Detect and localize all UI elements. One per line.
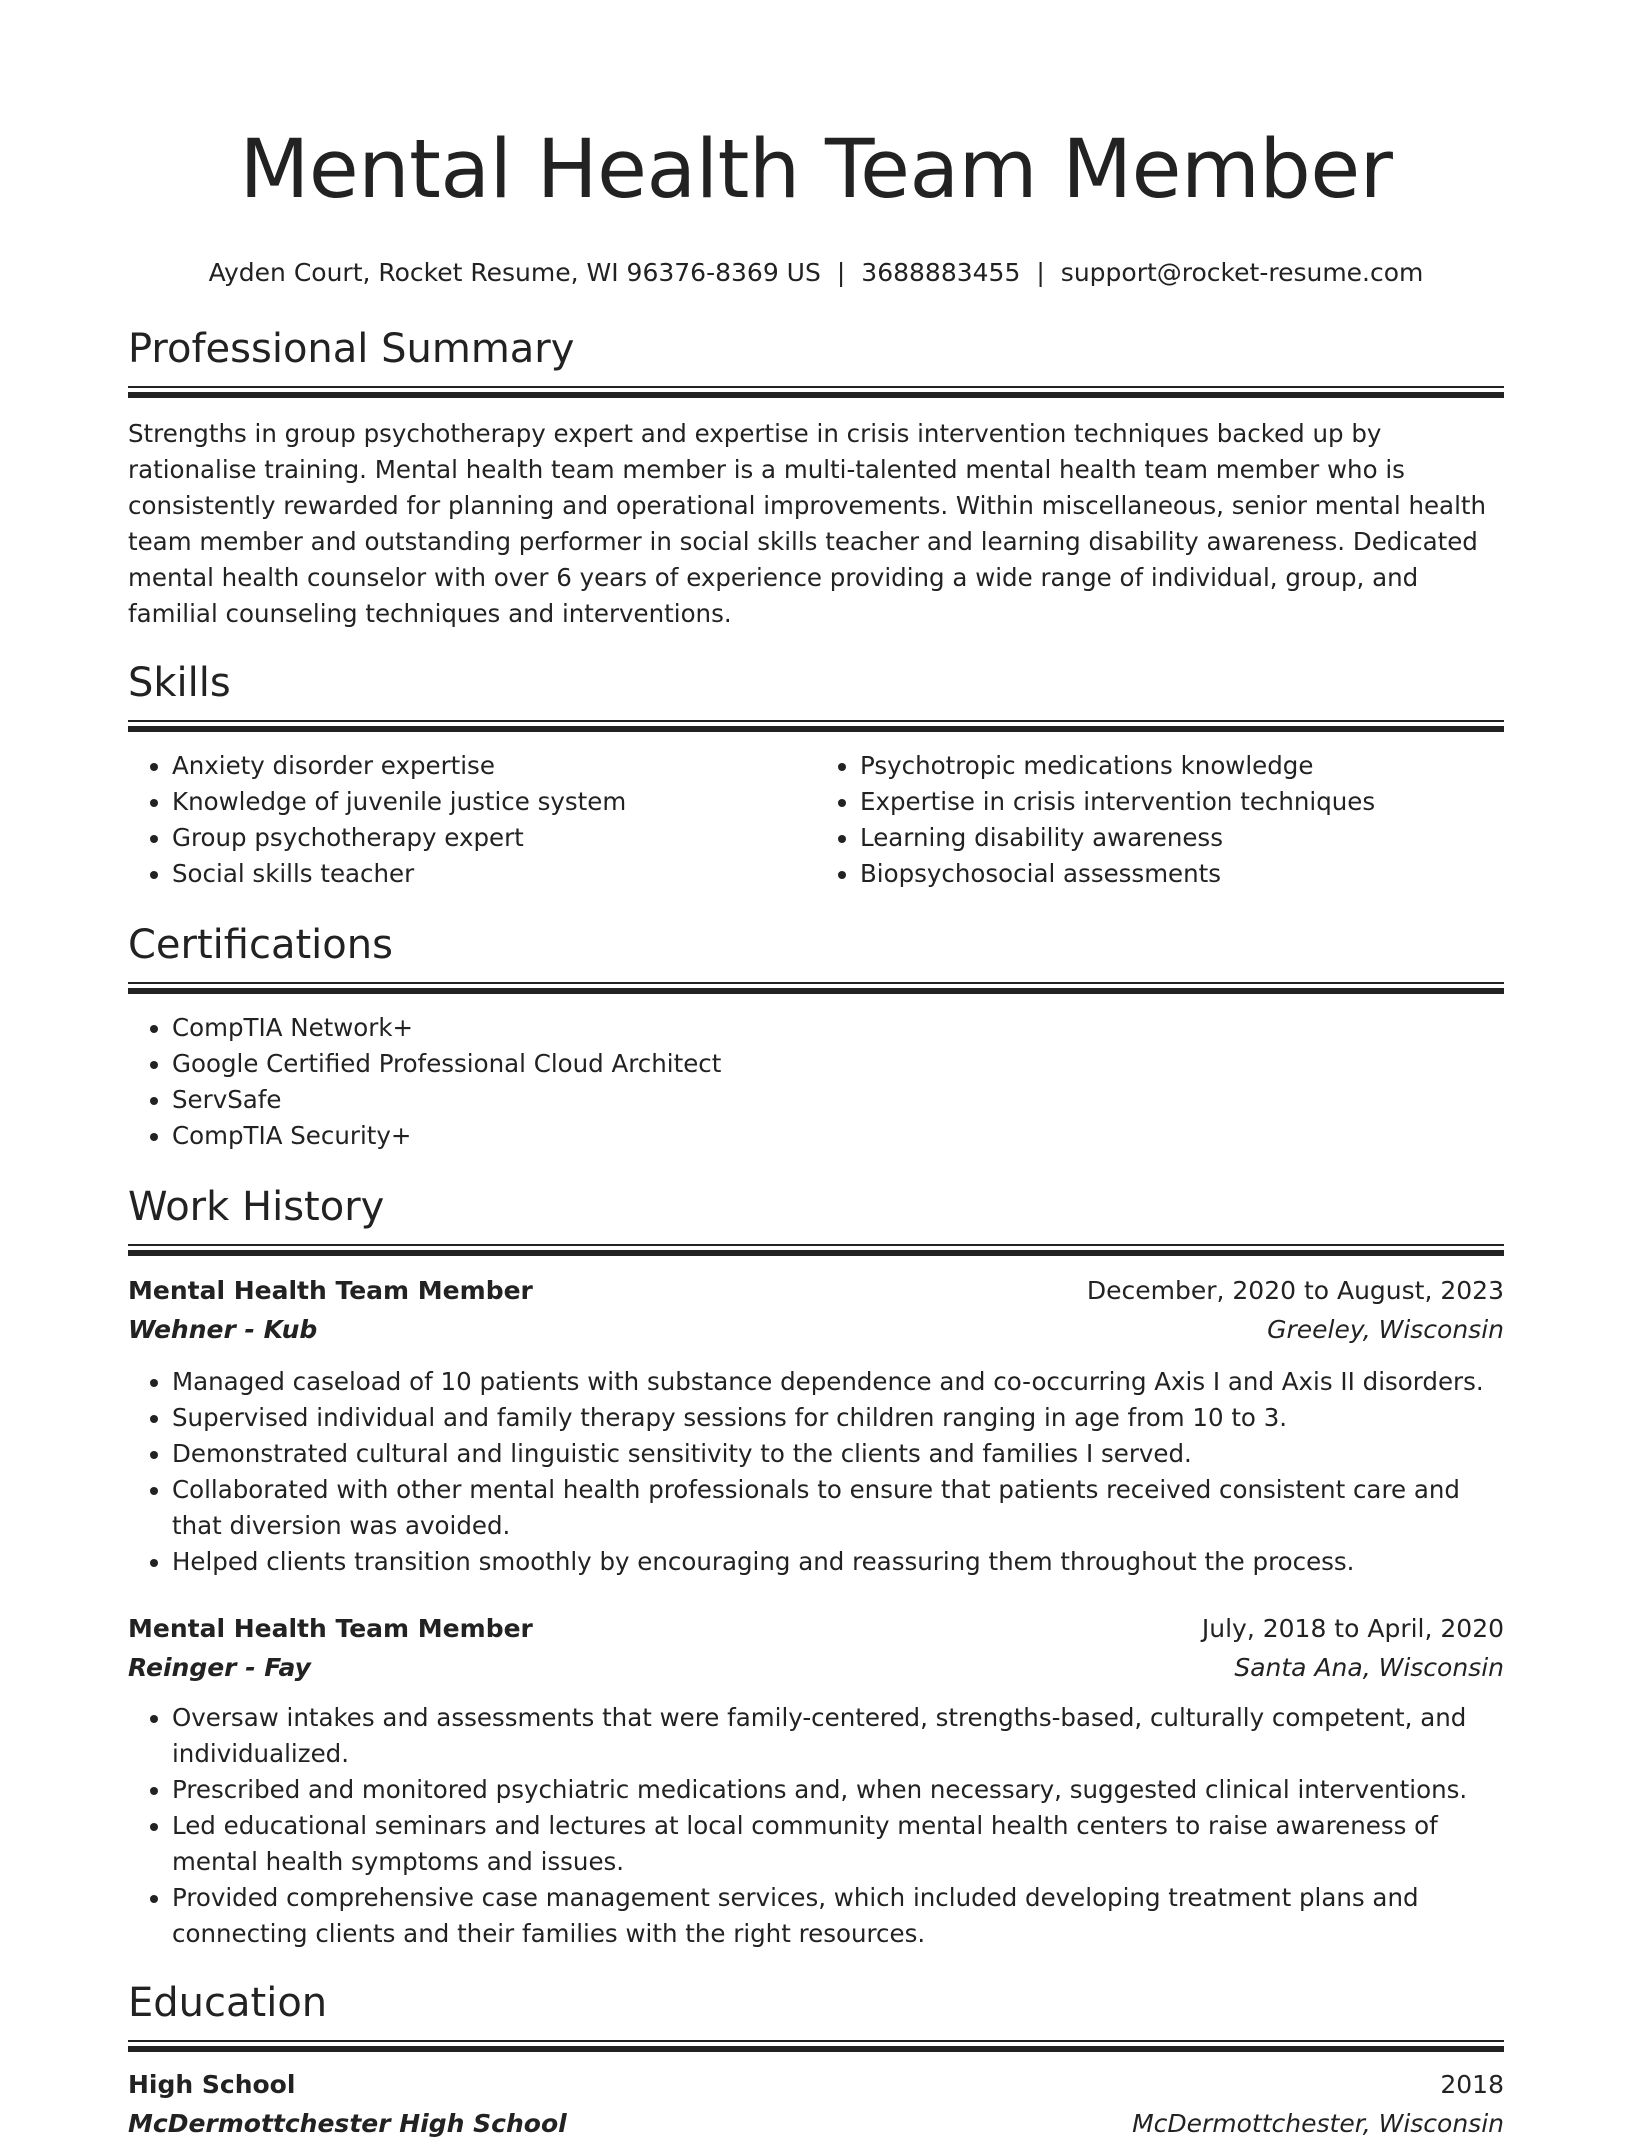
education-school: McDermottchester High School	[128, 2109, 567, 2138]
summary-text: Strengths in group psychotherapy expert and expertise in crisis intervention techniques backed up by rationalise training. Mental health team member is a multi-talented mental health team member who is consistently rewarded for planning and operational improvements. Within miscellaneous, senior mental health team member and outstanding performer in social skills teacher and learning disability awareness. Dedicated mental health counselor with over 6 years of experience providing a wide range of individual, group, and familial counseling techniques and interventions.	[128, 419, 1487, 628]
education-degree: High School	[128, 2070, 296, 2099]
job-location: Santa Ana, Wisconsin	[1234, 1653, 1504, 1682]
certification-item: • ServSafe	[172, 1082, 1504, 1118]
job-dates: July, 2018 to April, 2020	[1201, 1614, 1504, 1643]
contact-separator: |	[836, 258, 846, 287]
contact-phone: 3688883455	[861, 258, 1021, 287]
skill-item: • Group psychotherapy expert	[172, 820, 816, 856]
education-entry	[128, 2066, 1504, 2144]
education-location: McDermottchester, Wisconsin	[1132, 2109, 1504, 2138]
job-dates: December, 2020 to August, 2023	[1086, 1276, 1504, 1305]
job-bullet: • Demonstrated cultural and linguistic sensitivity to the clients and families I served.	[172, 1436, 1504, 1472]
job-entry	[128, 1272, 1504, 1580]
section-title-work-history: Work History	[128, 1184, 385, 1230]
skills-section	[128, 658, 1504, 892]
section-title-certifications: Certifications	[128, 922, 393, 968]
skills-list-left	[128, 748, 816, 892]
education-header	[128, 2066, 1504, 2104]
skills-grid	[128, 748, 1504, 892]
job-bullet: • Led educational seminars and lectures at local community mental health centers to raise awareness of mental health symptoms and issues.	[172, 1808, 1504, 1880]
work-history-section	[128, 1182, 1504, 1952]
job-location: Greeley, Wisconsin	[1267, 1315, 1504, 1344]
contact-separator: |	[1036, 258, 1045, 287]
education-year: 2018	[1440, 2070, 1504, 2099]
job-title: Mental Health Team Member	[128, 1276, 533, 1305]
section-divider	[128, 386, 1504, 398]
skill-item: • Social skills teacher	[172, 856, 816, 892]
skill-item: • Anxiety disorder expertise	[172, 748, 816, 784]
certifications-list	[128, 1010, 1504, 1154]
job-subheader	[128, 1648, 1504, 1688]
job-bullet: • Oversaw intakes and assessments that were family-centered, strengths-based, culturally competent, and individualized.	[172, 1700, 1504, 1772]
summary-section	[128, 324, 1504, 632]
skill-item: • Expertise in crisis intervention techniques	[860, 784, 1504, 820]
job-company: Wehner - Kub	[128, 1315, 318, 1344]
skills-list-right	[816, 748, 1504, 892]
section-divider	[128, 1244, 1504, 1256]
job-bullet: • Supervised individual and family therapy sessions for children ranging in age from 10 to 3.	[172, 1400, 1504, 1436]
job-bullet: • Managed caseload of 10 patients with substance dependence and co-occurring Axis I and Axis II disorders.	[172, 1364, 1504, 1400]
job-company: Reinger - Fay	[128, 1653, 311, 1682]
skill-item: • Biopsychosocial assessments	[860, 856, 1504, 892]
job-bullet: • Provided comprehensive case management services, which included developing treatment plans and connecting clients and their families with the right resources.	[172, 1880, 1504, 1952]
section-divider	[128, 2040, 1504, 2052]
job-bullets	[128, 1700, 1504, 1952]
job-bullet: • Prescribed and monitored psychiatric medications and, when necessary, suggested clinical interventions.	[172, 1772, 1504, 1808]
section-divider	[128, 982, 1504, 994]
certification-item: • CompTIA Security+	[172, 1118, 1504, 1154]
certifications-section	[128, 920, 1504, 1154]
skill-item: • Knowledge of juvenile justice system	[172, 784, 816, 820]
job-entry	[128, 1610, 1504, 1952]
section-title-education: Education	[128, 1980, 328, 2026]
job-bullet: • Helped clients transition smoothly by encouraging and reassuring them throughout the process.	[172, 1544, 1504, 1580]
contact-line	[128, 256, 1504, 290]
education-subheader	[128, 2104, 1504, 2144]
section-divider	[128, 720, 1504, 732]
skill-item: • Learning disability awareness	[860, 820, 1504, 856]
job-title: Mental Health Team Member	[128, 1614, 533, 1643]
job-header	[128, 1610, 1504, 1648]
resume-name: Mental Health Team Member	[239, 123, 1393, 217]
section-title-summary: Professional Summary	[128, 326, 575, 372]
job-bullet: • Collaborated with other mental health professionals to ensure that patients received consistent care and that diversion was avoided.	[172, 1472, 1504, 1544]
section-title-skills: Skills	[128, 660, 231, 706]
contact-email[interactable]: support@rocket-resume.com	[1060, 258, 1424, 287]
job-subheader	[128, 1310, 1504, 1350]
certification-item: • Google Certified Professional Cloud Architect	[172, 1046, 1504, 1082]
education-section	[128, 1978, 1504, 2144]
skill-item: • Psychotropic medications knowledge	[860, 748, 1504, 784]
contact-address: Ayden Court, Rocket Resume, WI 96376-8369 US	[208, 258, 821, 287]
certification-item: • CompTIA Network+	[172, 1010, 1504, 1046]
job-header	[128, 1272, 1504, 1310]
job-bullets	[128, 1364, 1504, 1580]
